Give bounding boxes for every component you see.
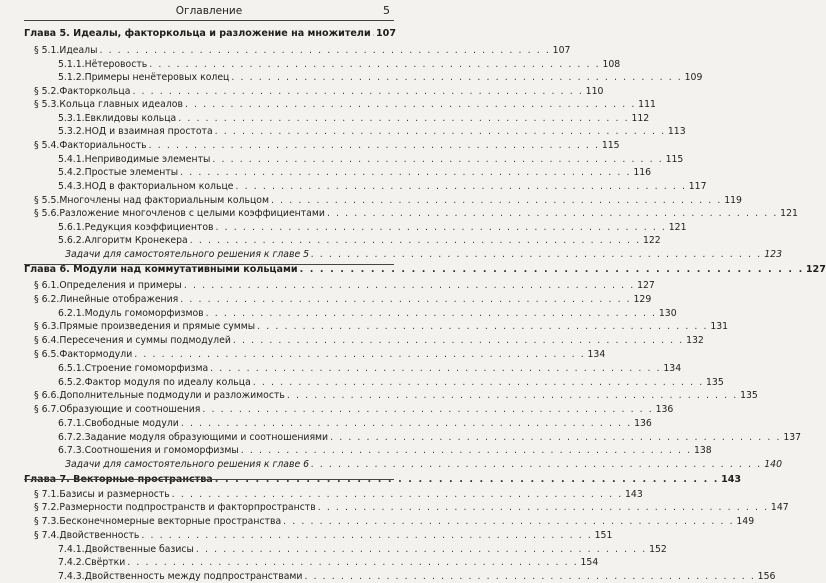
toc-entry-number: § 6.1. [34,280,60,291]
toc-entry [34,321,729,333]
toc-entry-page: 108 [602,59,621,70]
dot-leader: . . . . . . . . . . . . . . . . . . . . . . . . . . . . . . . . . . . . . . . . . . . . . . . . . . [212,154,664,165]
toc-entry-number: 5.3.2. [58,126,85,137]
toc-entry-page: 115 [665,154,684,165]
toc-entry-page: 127 [805,264,826,275]
toc-entry-title: Размерности подпространств и факторпространств [59,502,316,513]
toc-entry-title: Пересечения и суммы подмодулей [59,335,231,346]
toc-entry [34,140,620,152]
dot-leader: . . . . . . . . . . . . . . . . . . . . . . . . . . . . . . . . . . . . . . . . . . . . . . . . . . [184,99,636,110]
toc-entry-number: § 6.5. [34,349,60,360]
toc-entry-page: 107 [552,45,571,56]
toc-entry-page: 151 [594,530,613,541]
toc-entry [58,363,682,375]
toc-entry-title: Неприводимые элементы [84,154,211,165]
toc-entry [58,377,724,389]
toc-entry [34,349,606,361]
dot-leader: . . . . . . . . . . . . . . . . . . . . . . . . . . . . . . . . . . . . . . . . . . . . . . . . . . [210,363,662,374]
toc-entry-number: 6.7.1. [58,418,85,429]
toc-entry-number: 5.4.3. [58,181,85,192]
toc-entry-number: § 5.3. [34,99,60,110]
toc-entry-title: Прямые произведения и прямые суммы [59,321,256,332]
toc-entry-title: Двойственные базисы [84,544,194,555]
toc-entry-page: 140 [764,459,783,470]
toc-entry-title: Линейные отображения [59,294,179,305]
dot-leader: . . . . . . . . . . . . . . . . . . . . . . . . . . . . . . . . . . . . . . . . . . . . . . . . . . [141,530,593,541]
toc-entry [65,249,783,261]
toc-entry-page: 136 [634,418,652,429]
toc-entry [34,489,643,501]
toc-entry-page: 129 [633,294,652,305]
toc-entry [34,195,742,207]
chapter-divider [24,264,394,265]
dot-leader: . . . . . . . . . . . . . . . . . . . . . . . . . . . . . . . . . . . . . . . . . . . . . . . . . . [148,140,600,151]
toc-entry-number: 5.6.2. [58,235,85,246]
dot-leader: . . . . . . . . . . . . . . . . . . . . . . . . . . . . . . . . . . . . . . . . . . . . . . . . . . [132,86,584,97]
toc-entry-page: 134 [587,349,606,360]
toc-entry-page: 135 [706,377,724,388]
toc-entry-title: Определения и примеры [59,280,182,291]
toc-entry-title: Кольца главных идеалов [59,99,183,110]
toc-entry-number: 6.5.1. [58,363,85,374]
toc-entry [58,126,686,138]
toc-entry-title: Глава 5. Идеалы, факторкольца и разложение на множители [24,28,371,39]
toc-entry-number: § 6.7. [34,404,60,415]
toc-entry-number: 7.4.2. [58,557,85,568]
toc-entry-page: 121 [780,208,798,219]
toc-entry [58,154,684,166]
toc-entry-title: НОД и взаимная простота [84,126,213,137]
toc-entry [34,99,656,111]
toc-entry-title: Идеалы [59,45,98,56]
toc-entry-page: 112 [631,113,650,124]
toc-entry [34,404,674,416]
dot-leader: . . . . . . . . . . . . . . . . . . . . . . . . . . . . . . . . . . . . . . . . . . . . . . . . . . [235,181,687,192]
toc-entry-page: 110 [585,86,604,97]
toc-entry-title: Модуль гомоморфизмов [84,308,204,319]
toc-entry-number: § 5.2. [34,86,60,97]
toc-entry-title: Задачи для самостоятельного решения к главе 6 [65,459,310,470]
toc-entry [34,280,655,292]
dot-leader: . . . . . . . . . . . . . . . . . . . . . . . . . . . . . . . . . . . . . . . . . . . . . . . . . . [311,459,763,470]
toc-entry-page: 117 [688,181,707,192]
toc-entry-page: 121 [668,222,687,233]
toc-entry-title: Фактор модуля по идеалу кольца [84,377,251,388]
toc-entry-number: § 6.2. [34,294,60,305]
toc-entry-page: 156 [757,571,776,582]
toc-entry [34,294,652,306]
dot-leader: . . . . . . . . . . . . . . . . . . . . . . . . . . . . . . . . . . . . . . . . . . . . . . . . . . [317,502,769,513]
toc-entry [58,571,776,583]
toc-entry [58,235,661,247]
dot-leader [373,28,374,40]
toc-entry [58,445,712,457]
toc-entry-number: § 7.1. [34,489,60,500]
toc-entry-page: 143 [721,474,742,485]
toc-entry [24,474,742,486]
toc-entry-title: Евклидовы кольца [84,113,177,124]
page-number: 5 [383,4,390,17]
dot-leader: . . . . . . . . . . . . . . . . . . . . . . . . . . . . . . . . . . . . . . . . . . . . . . . . . . [149,59,601,70]
toc-entry-page: 113 [667,126,686,137]
toc-entry-title: Глава 7. Векторные пространства [24,474,213,485]
toc-entry-number: 5.6.1. [58,222,85,233]
toc-entry-title: Задание модуля образующими и соотношениями [84,432,329,443]
toc-entry-page: 119 [724,195,742,206]
toc-entry-number: 5.3.1. [58,113,85,124]
dot-leader: . . . . . . . . . . . . . . . . . . . . . . . . . . . . . . . . . . . . . . . . . . . . . . . . . . [127,557,579,568]
toc-entry-title: Простые элементы [84,167,179,178]
toc-entry [34,335,704,347]
toc-entry-page: 132 [686,335,704,346]
toc-entry-title: Дополнительные подмодули и разложимость [59,390,285,401]
dot-leader: . . . . . . . . . . . . . . . . . . . . . . . . . . . . . . . . . . . . . . . . . . . . . . . . . . [231,72,683,83]
dot-leader: . . . . . . . . . . . . . . . . . . . . . . . . . . . . . . . . . . . . . . . . . . . . . . . . . . [257,321,709,332]
toc-entry [58,557,599,569]
toc-entry-number: 5.1.1. [58,59,85,70]
toc-entry [58,308,677,320]
dot-leader: . . . . . . . . . . . . . . . . . . . . . . . . . . . . . . . . . . . . . . . . . . . . . . . . . . [311,249,763,260]
toc-entry-page: 138 [693,445,712,456]
toc-entry-number: 5.4.1. [58,154,85,165]
toc-entry [34,86,604,98]
toc-entry-page: 137 [783,432,802,443]
toc-entry-number: 6.7.3. [58,445,85,456]
dot-leader: . . . . . . . . . . . . . . . . . . . . . . . . . . . . . . . . . . . . . . . . . . . . . . . . . . [330,432,782,443]
toc-entry-title: Двойственность [59,530,140,541]
dot-leader: . . . . . . . . . . . . . . . . . . . . . . . . . . . . . . . . . . . . . . . . . . . . . . . . . . [214,126,666,137]
toc-entry-title: Свободные модули [84,418,179,429]
toc-entry-title: Алгоритм Кронекера [84,235,188,246]
dot-leader: . . . . . . . . . . . . . . . . . . . . . . . . . . . . . . . . . . . . . . . . . . . . . . . . . . [99,45,551,56]
toc-entry-title: Двойственность между подпространствами [84,571,303,582]
toc-entry-title: Разложение многочленов с целыми коэффициентами [59,208,325,219]
toc-entry [65,459,783,471]
toc-entry-number: § 6.3. [34,321,60,332]
toc-entry-title: Нётеровость [84,59,148,70]
toc-entry [58,418,652,430]
toc-entry-title: Строение гомоморфизма [84,363,209,374]
dot-leader: . . . . . . . . . . . . . . . . . . . . . . . . . . . . . . . . . . . . . . . . . . . . . . . . . . [299,264,804,275]
toc-entry-title: Факториальность [59,140,147,151]
toc-entry-title: НОД в факториальном кольце [84,181,234,192]
toc-entry-title: Примеры ненётеровых колец [84,72,230,83]
dot-leader: . . . . . . . . . . . . . . . . . . . . . . . . . . . . . . . . . . . . . . . . . . . . . . . . . . [134,349,586,360]
toc-entry-title: Многочлены над факториальным кольцом [59,195,269,206]
toc-entry-page: 107 [376,28,397,39]
toc-entry [34,530,613,542]
running-header-title: Оглавление [175,5,243,17]
toc-entry [24,264,826,276]
toc-entry [34,502,789,514]
dot-leader: . . . . . . . . . . . . . . . . . . . . . . . . . . . . . . . . . . . . . . . . . . . . . . . . . . [304,571,756,582]
toc-entry-page: 109 [684,72,703,83]
toc-entry [58,59,621,71]
dot-leader: . . . . . . . . . . . . . . . . . . . . . . . . . . . . . . . . . . . . . . . . . . . . . . . . . . [240,445,692,456]
toc-entry-page: 154 [580,557,599,568]
dot-leader: . . . . . . . . . . . . . . . . . . . . . . . . . . . . . . . . . . . . . . . . . . . . . . . . . . [195,544,647,555]
dot-leader: . . . . . . . . . . . . . . . . . . . . . . . . . . . . . . . . . . . . . . . . . . . . . . . . . . [326,208,778,219]
toc-entry [34,390,758,402]
toc-entry [24,28,397,40]
toc-entry-page: 111 [638,99,656,110]
chapter-divider [24,479,394,480]
toc-entry-title: Задачи для самостоятельного решения к главе 5 [65,249,310,260]
dot-leader: . . . . . . . . . . . . . . . . . . . . . . . . . . . . . . . . . . . . . . . . . . . . . . . . . . [178,113,630,124]
dot-leader: . . . . . . . . . . . . . . . . . . . . . . . . . . . . . . . . . . . . . . . . . . . . . . . . . . [180,418,632,429]
toc-entry-number: § 6.6. [34,390,60,401]
dot-leader: . . . . . . . . . . . . . . . . . . . . . . . . . . . . . . . . . . . . . . . . . . . . . . . . . . [283,516,735,527]
toc-entry-page: 115 [601,140,620,151]
toc-entry-number: § 5.5. [34,195,60,206]
toc-entry-number: § 5.1. [34,45,60,56]
toc-entry-page: 130 [658,308,677,319]
toc-entry-number: 6.7.2. [58,432,85,443]
dot-leader: . . . . . . . . . . . . . . . . . . . . . . . . . . . . . . . . . . . . . . . . . . . . . . . . . . [180,167,632,178]
toc-entry-title: Фактормодули [59,349,133,360]
toc-entry-page: 122 [642,235,661,246]
toc-entry [58,72,703,84]
toc-entry-number: 6.5.2. [58,377,85,388]
toc-entry-number: § 5.4. [34,140,60,151]
toc-entry-page: 135 [740,390,758,401]
toc-entry-page: 127 [637,280,655,291]
dot-leader: . . . . . . . . . . . . . . . . . . . . . . . . . . . . . . . . . . . . . . . . . . . . . . . . . . [214,474,720,485]
toc-entry-number: § 5.6. [34,208,60,219]
toc-entry-page: 149 [736,516,755,527]
toc-entry-title: Факторкольца [59,86,131,97]
dot-leader: . . . . . . . . . . . . . . . . . . . . . . . . . . . . . . . . . . . . . . . . . . . . . . . . . . [270,195,722,206]
toc-entry [34,45,571,57]
toc-entry-number: § 6.4. [34,335,60,346]
toc-entry-page: 131 [710,321,729,332]
toc-entry-number: 6.2.1. [58,308,85,319]
dot-leader: . . . . . . . . . . . . . . . . . . . . . . . . . . . . . . . . . . . . . . . . . . . . . . . . . . [189,235,641,246]
dot-leader: . . . . . . . . . . . . . . . . . . . . . . . . . . . . . . . . . . . . . . . . . . . . . . . . . . [171,489,623,500]
toc-entry-number: 5.1.2. [58,72,85,83]
toc-entry-number: § 7.3. [34,516,60,527]
dot-leader: . . . . . . . . . . . . . . . . . . . . . . . . . . . . . . . . . . . . . . . . . . . . . . . . . . [180,294,632,305]
dot-leader: . . . . . . . . . . . . . . . . . . . . . . . . . . . . . . . . . . . . . . . . . . . . . . . . . . [183,280,635,291]
toc-entry-title: Глава 6. Модули над коммутативными кольцами [24,264,298,275]
dot-leader: . . . . . . . . . . . . . . . . . . . . . . . . . . . . . . . . . . . . . . . . . . . . . . . . . . [215,222,667,233]
dot-leader: . . . . . . . . . . . . . . . . . . . . . . . . . . . . . . . . . . . . . . . . . . . . . . . . . . [232,335,684,346]
toc-entry-page: 152 [649,544,667,555]
toc-entry [58,222,687,234]
toc-entry-title: Свёртки [84,557,126,568]
toc-entry [34,208,798,220]
toc-entry [58,181,707,193]
toc-entry [58,544,667,556]
toc-entry [34,516,755,528]
toc-entry-number: 7.4.3. [58,571,85,582]
toc-entry-title: Образующие и соотношения [59,404,201,415]
toc-entry [58,432,802,444]
toc-entry [58,113,650,125]
toc-entry-title: Соотношения и гомоморфизмы [84,445,239,456]
toc-entry-number: 7.4.1. [58,544,85,555]
toc-entry-number: § 7.4. [34,530,60,541]
toc-entry-page: 116 [633,167,652,178]
toc-entry-page: 123 [764,249,783,260]
dot-leader: . . . . . . . . . . . . . . . . . . . . . . . . . . . . . . . . . . . . . . . . . . . . . . . . . . [286,390,738,401]
dot-leader: . . . . . . . . . . . . . . . . . . . . . . . . . . . . . . . . . . . . . . . . . . . . . . . . . . [252,377,704,388]
toc-entry [58,167,652,179]
toc-entry-page: 147 [770,502,789,513]
dot-leader: . . . . . . . . . . . . . . . . . . . . . . . . . . . . . . . . . . . . . . . . . . . . . . . . . . [205,308,657,319]
toc-entry-title: Редукция коэффициентов [84,222,214,233]
toc-entry-number: 5.4.2. [58,167,85,178]
toc-entry-title: Бесконечномерные векторные пространства [59,516,282,527]
toc-entry-page: 136 [655,404,674,415]
dot-leader: . . . . . . . . . . . . . . . . . . . . . . . . . . . . . . . . . . . . . . . . . . . . . . . . . . [202,404,654,415]
toc-entry-number: § 7.2. [34,502,60,513]
toc-entry-page: 134 [663,363,682,374]
toc-entry-title: Базисы и размерность [59,489,170,500]
toc-entry-page: 143 [625,489,643,500]
